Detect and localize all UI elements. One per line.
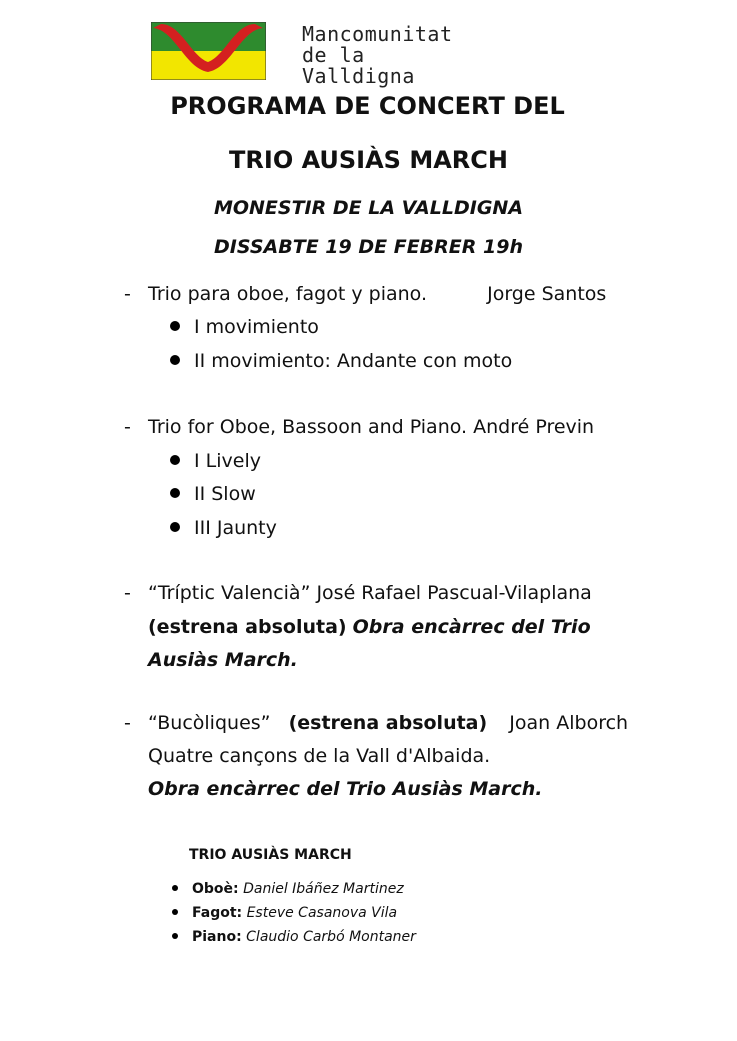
bullet-icon (170, 355, 180, 365)
piece-2 (124, 415, 594, 439)
piece-3-commission-a: Obra encàrrec del Trio (352, 616, 591, 638)
piece-4-composer: Joan Alborch (509, 712, 629, 734)
org-name-line-2: de la (302, 43, 365, 67)
movement-item (170, 315, 319, 339)
org-name-line-1: Mancomunitat (302, 22, 453, 46)
mancomunitat-logo (151, 22, 266, 80)
piece-3-notes (148, 615, 591, 639)
performer-item (172, 904, 397, 922)
movement-label: II movimiento: Andante con moto (194, 350, 513, 372)
performer-role: Oboè: (192, 881, 239, 897)
performer-role: Fagot: (192, 905, 243, 921)
performer-role: Piano: (192, 929, 242, 945)
movement-label: III Jaunty (194, 517, 277, 539)
performer-name: Daniel Ibáñez Martinez (243, 881, 404, 897)
piece-1-dash: - (124, 283, 131, 305)
bullet-icon (172, 909, 178, 915)
date-heading: DISSABTE 19 DE FEBRER 19h (214, 236, 523, 258)
piece-3 (124, 581, 592, 605)
bullet-icon (172, 933, 178, 939)
piece-4-title: “Bucòliques” (148, 712, 271, 734)
movement-item (170, 449, 261, 473)
movement-item (170, 349, 512, 373)
logo-emblem-icon (151, 22, 266, 80)
venue-heading: MONESTIR DE LA VALLDIGNA (213, 197, 524, 219)
bullet-icon (170, 321, 180, 331)
piece-3-premiere: (estrena absoluta) (148, 616, 347, 638)
piece-1-composer: Jorge Santos (487, 283, 607, 305)
piece-1-title: Trio para oboe, fagot y piano. (148, 283, 427, 305)
movement-label: I movimiento (194, 316, 319, 338)
org-name-line-3: Valldigna (302, 64, 415, 88)
piece-2-dash: - (124, 416, 131, 438)
piece-2-title: Trio for Oboe, Bassoon and Piano. André Previn (148, 416, 595, 438)
piece-4-dash: - (124, 712, 131, 734)
piece-4-premiere: (estrena absoluta) (288, 712, 488, 734)
performer-name: Claudio Carbó Montaner (246, 929, 416, 945)
piece-3-dash: - (124, 582, 131, 604)
bullet-icon (170, 455, 180, 465)
piece-3-title: “Tríptic Valencià” José Rafael Pascual-Vilaplana (148, 582, 592, 604)
bullet-icon (172, 885, 178, 891)
piece-3-notes-2 (148, 648, 298, 672)
organization-name (302, 24, 453, 87)
movement-item (170, 482, 256, 506)
page-title-line-2: TRIO AUSIÀS MARCH (229, 146, 508, 174)
performers-heading: TRIO AUSIÀS MARCH (189, 847, 352, 863)
piece-4 (124, 711, 628, 735)
piece-1 (124, 282, 606, 306)
piece-4-subtitle: Quatre cançons de la Vall d'Albaida. (148, 745, 491, 767)
performer-name: Esteve Casanova Vila (246, 905, 398, 921)
piece-3-commission-b: Ausiàs March. (148, 649, 298, 671)
performer-item (172, 880, 404, 898)
movement-item (170, 516, 277, 540)
bullet-icon (170, 488, 180, 498)
performer-item (172, 928, 416, 946)
page-title-line-1: PROGRAMA DE CONCERT DEL (170, 92, 565, 120)
movement-label: II Slow (194, 483, 256, 505)
movement-label: I Lively (194, 450, 261, 472)
piece-4-commission: Obra encàrrec del Trio Ausiàs March. (148, 778, 543, 800)
bullet-icon (170, 522, 180, 532)
